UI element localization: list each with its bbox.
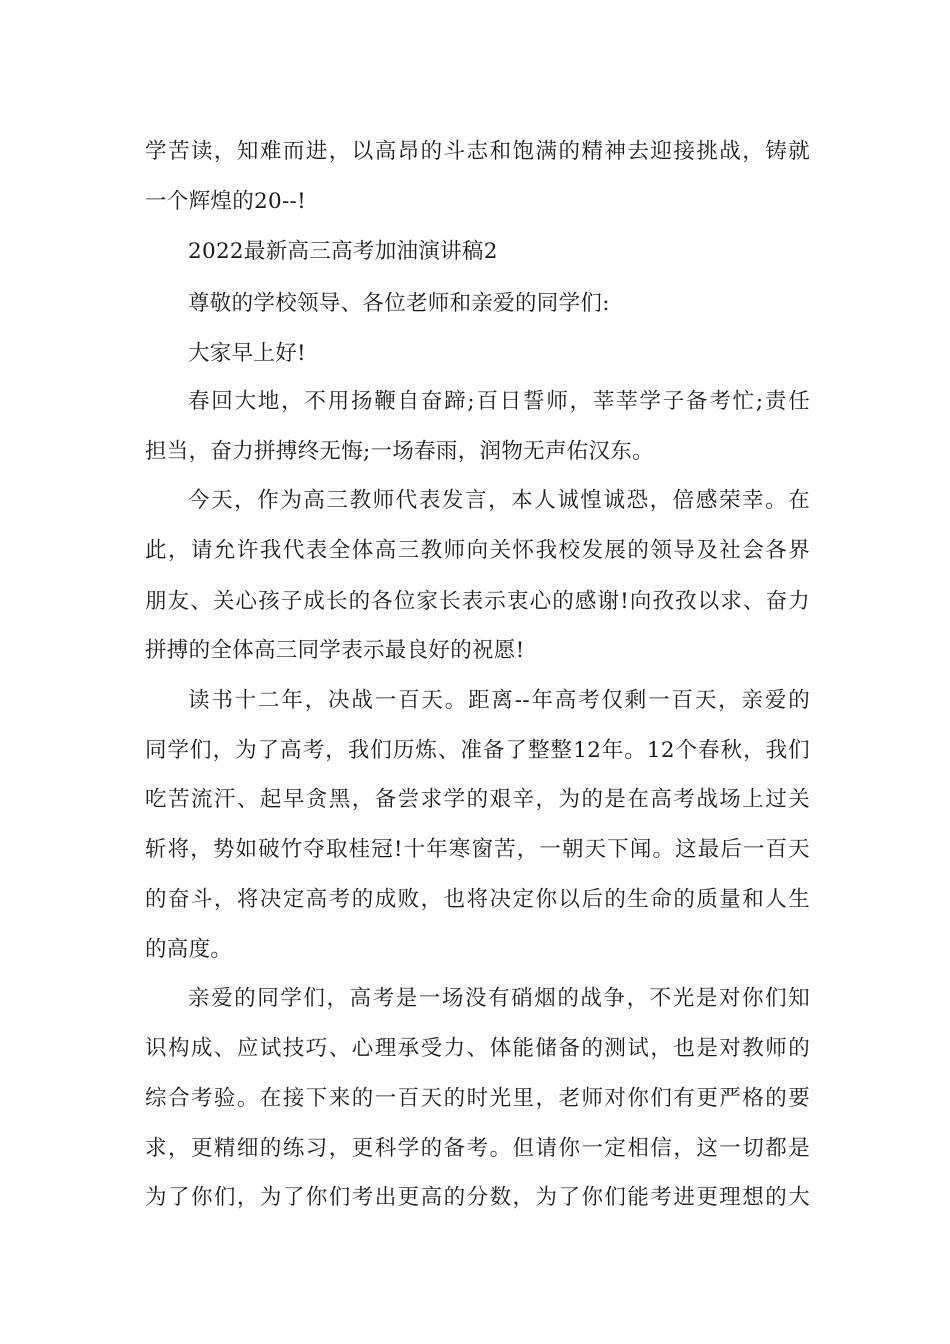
paragraph-line: 担当，奋力拼搏终无悔;一场春雨，润物无声佑汉东。: [145, 439, 654, 464]
paragraph-line: 亲爱的同学们，高考是一场没有硝烟的战争，不光是对你们知: [188, 986, 810, 1011]
paragraph-line: 学苦读，知难而进，以高昂的斗志和饱满的精神去迎接挑战，铸就: [145, 139, 810, 164]
greeting: 大家早上好!: [188, 341, 306, 366]
paragraph-line: 求，更精细的练习，更科学的备考。但请你一定相信，这一切都是: [145, 1136, 810, 1161]
paragraph-line: 识构成、应试技巧、心理承受力、体能储备的测试，也是对教师的: [145, 1036, 810, 1061]
paragraph-line: 的奋斗，将决定高考的成败，也将决定你以后的生命的质量和人生: [145, 887, 810, 912]
paragraph-line: 读书十二年，决战一百天。距离--年高考仅剩一百天，亲爱的: [188, 688, 810, 713]
paragraph-line: 一个辉煌的20--!: [145, 189, 307, 214]
paragraph-line: 同学们，为了高考，我们历炼、准备了整整12年。12个春秋，我们: [145, 738, 810, 763]
section-heading: 2022最新高三高考加油演讲稿2: [188, 239, 498, 264]
paragraph-line: 春回大地，不用扬鞭自奋蹄;百日誓师，莘莘学子备考忙;责任: [188, 389, 810, 414]
paragraph-line: 吃苦流汗、起早贪黑，备尝求学的艰辛，为的是在高考战场上过关: [145, 787, 810, 812]
salutation: 尊敬的学校领导、各位老师和亲爱的同学们:: [188, 291, 610, 316]
paragraph-line: 朋友、关心孩子成长的各位家长表示衷心的感谢!向孜孜以求、奋力: [145, 589, 810, 614]
paragraph-line: 斩将，势如破竹夺取桂冠!十年寒窗苦，一朝天下闻。这最后一百天: [145, 837, 810, 862]
paragraph-line: 为了你们，为了你们考出更高的分数，为了你们能考进更理想的大: [145, 1185, 810, 1210]
paragraph-line: 今天，作为高三教师代表发言，本人诚惶诚恐，倍感荣幸。在: [188, 488, 810, 513]
paragraph-line: 的高度。: [145, 937, 233, 962]
paragraph-line: 此，请允许我代表全体高三教师向关怀我校发展的领导及社会各界: [145, 538, 810, 563]
paragraph-line: 拼搏的全体高三同学表示最良好的祝愿!: [145, 638, 525, 663]
paragraph-line: 综合考验。在接下来的一百天的时光里，老师对你们有更严格的要: [145, 1086, 810, 1111]
